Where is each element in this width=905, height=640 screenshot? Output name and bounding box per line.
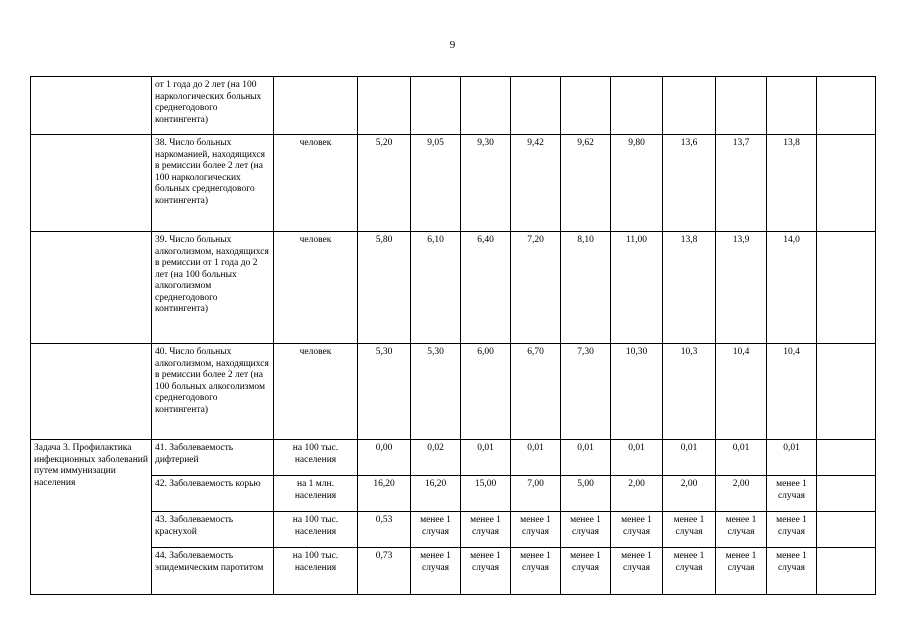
page-number: 9 xyxy=(449,39,456,51)
empty-cell xyxy=(817,232,876,344)
value-cell: 0,01 xyxy=(561,440,611,476)
value-cell: менее 1 случая xyxy=(716,548,767,595)
value-cell xyxy=(611,77,663,135)
table-row xyxy=(31,77,876,135)
empty-cell xyxy=(817,476,876,512)
value-cell xyxy=(511,77,561,135)
value-cell xyxy=(561,77,611,135)
indicator-cell: от 1 года до 2 лет (на 100 наркологических больных среднегодового контингента) xyxy=(152,77,274,135)
value-cell: 10,4 xyxy=(716,344,767,440)
table-row xyxy=(31,440,876,476)
value-cell: 15,00 xyxy=(461,476,511,512)
value-cell: 13,9 xyxy=(716,232,767,344)
empty-cell xyxy=(817,440,876,476)
value-cell: 0,00 xyxy=(358,440,411,476)
value-cell: 9,62 xyxy=(561,135,611,232)
unit-cell: человек xyxy=(274,232,358,344)
value-cell: 6,10 xyxy=(411,232,461,344)
value-cell: 0,01 xyxy=(611,440,663,476)
value-cell: менее 1 случая xyxy=(511,548,561,595)
value-cell: 7,20 xyxy=(511,232,561,344)
value-cell: менее 1 случая xyxy=(611,548,663,595)
task-cell xyxy=(31,135,152,232)
empty-cell xyxy=(817,512,876,548)
value-cell: менее 1 случая xyxy=(767,548,817,595)
value-cell: 11,00 xyxy=(611,232,663,344)
value-cell: 10,30 xyxy=(611,344,663,440)
value-cell: 0,02 xyxy=(411,440,461,476)
table-row xyxy=(31,232,876,344)
empty-cell xyxy=(817,344,876,440)
unit-cell: человек xyxy=(274,344,358,440)
value-cell: 8,10 xyxy=(561,232,611,344)
value-cell: 7,00 xyxy=(511,476,561,512)
value-cell: 9,42 xyxy=(511,135,561,232)
unit-cell: на 100 тыс. населения xyxy=(274,548,358,595)
table-row xyxy=(31,512,876,548)
value-cell: 0,01 xyxy=(716,440,767,476)
value-cell: 2,00 xyxy=(716,476,767,512)
value-cell: менее 1 случая xyxy=(611,512,663,548)
value-cell: 5,20 xyxy=(358,135,411,232)
value-cell: 13,6 xyxy=(663,135,716,232)
task-cell xyxy=(31,344,152,440)
value-cell: 5,80 xyxy=(358,232,411,344)
value-cell: 16,20 xyxy=(358,476,411,512)
value-cell: 2,00 xyxy=(611,476,663,512)
table-row xyxy=(31,135,876,232)
value-cell: менее 1 случая xyxy=(767,476,817,512)
value-cell: менее 1 случая xyxy=(663,512,716,548)
value-cell: менее 1 случая xyxy=(561,512,611,548)
indicator-cell: 42. Заболеваемость корью xyxy=(152,476,274,512)
value-cell: 10,3 xyxy=(663,344,716,440)
value-cell: 5,30 xyxy=(358,344,411,440)
value-cell: 5,30 xyxy=(411,344,461,440)
table-row xyxy=(31,344,876,440)
indicator-cell: 43. Заболеваемость краснухой xyxy=(152,512,274,548)
value-cell: 16,20 xyxy=(411,476,461,512)
value-cell xyxy=(663,77,716,135)
value-cell xyxy=(411,77,461,135)
value-cell: 13,8 xyxy=(663,232,716,344)
value-cell: 9,80 xyxy=(611,135,663,232)
value-cell xyxy=(767,77,817,135)
empty-cell xyxy=(817,548,876,595)
table-row xyxy=(31,476,876,512)
value-cell: 0,73 xyxy=(358,548,411,595)
empty-cell xyxy=(817,135,876,232)
task-cell: Задача 3. Профилактика инфекционных заболеваний путем иммунизации населения xyxy=(31,440,152,595)
task-cell xyxy=(31,77,152,135)
table-body xyxy=(31,77,876,595)
value-cell: менее 1 случая xyxy=(716,512,767,548)
unit-cell xyxy=(274,77,358,135)
value-cell: 6,00 xyxy=(461,344,511,440)
unit-cell: на 100 тыс. населения xyxy=(274,512,358,548)
value-cell: менее 1 случая xyxy=(561,548,611,595)
value-cell: 6,70 xyxy=(511,344,561,440)
task-cell xyxy=(31,232,152,344)
value-cell: 7,30 xyxy=(561,344,611,440)
value-cell xyxy=(461,77,511,135)
unit-cell: на 100 тыс. населения xyxy=(274,440,358,476)
value-cell: 0,53 xyxy=(358,512,411,548)
indicator-cell: 38. Число больных наркоманией, находящихся в ремиссии более 2 лет (на 100 наркологических больных среднегодового контингента) xyxy=(152,135,274,232)
indicator-cell: 41. Заболеваемость дифтерией xyxy=(152,440,274,476)
value-cell: менее 1 случая xyxy=(411,548,461,595)
unit-cell: человек xyxy=(274,135,358,232)
value-cell: менее 1 случая xyxy=(461,512,511,548)
value-cell: 9,30 xyxy=(461,135,511,232)
unit-cell: на 1 млн. населения xyxy=(274,476,358,512)
value-cell: 14,0 xyxy=(767,232,817,344)
value-cell: 6,40 xyxy=(461,232,511,344)
value-cell: 0,01 xyxy=(767,440,817,476)
value-cell: 0,01 xyxy=(461,440,511,476)
indicator-cell: 39. Число больных алкоголизмом, находящихся в ремиссии от 1 года до 2 лет (на 100 больных алкоголизмом среднегодового контингента) xyxy=(152,232,274,344)
value-cell: 0,01 xyxy=(511,440,561,476)
value-cell: 9,05 xyxy=(411,135,461,232)
value-cell: 13,7 xyxy=(716,135,767,232)
empty-cell xyxy=(817,77,876,135)
indicators-table xyxy=(30,76,876,595)
value-cell: менее 1 случая xyxy=(767,512,817,548)
value-cell: 2,00 xyxy=(663,476,716,512)
value-cell: менее 1 случая xyxy=(411,512,461,548)
value-cell: 10,4 xyxy=(767,344,817,440)
table-row xyxy=(31,548,876,595)
value-cell: 13,8 xyxy=(767,135,817,232)
value-cell: менее 1 случая xyxy=(461,548,511,595)
indicator-cell: 44. Заболеваемость эпидемическим паротитом xyxy=(152,548,274,595)
value-cell xyxy=(358,77,411,135)
value-cell: менее 1 случая xyxy=(663,548,716,595)
indicator-cell: 40. Число больных алкоголизмом, находящихся в ремиссии более 2 лет (на 100 больных алкоголизмом среднегодового контингента) xyxy=(152,344,274,440)
value-cell: менее 1 случая xyxy=(511,512,561,548)
value-cell: 0,01 xyxy=(663,440,716,476)
value-cell xyxy=(716,77,767,135)
value-cell: 5,00 xyxy=(561,476,611,512)
